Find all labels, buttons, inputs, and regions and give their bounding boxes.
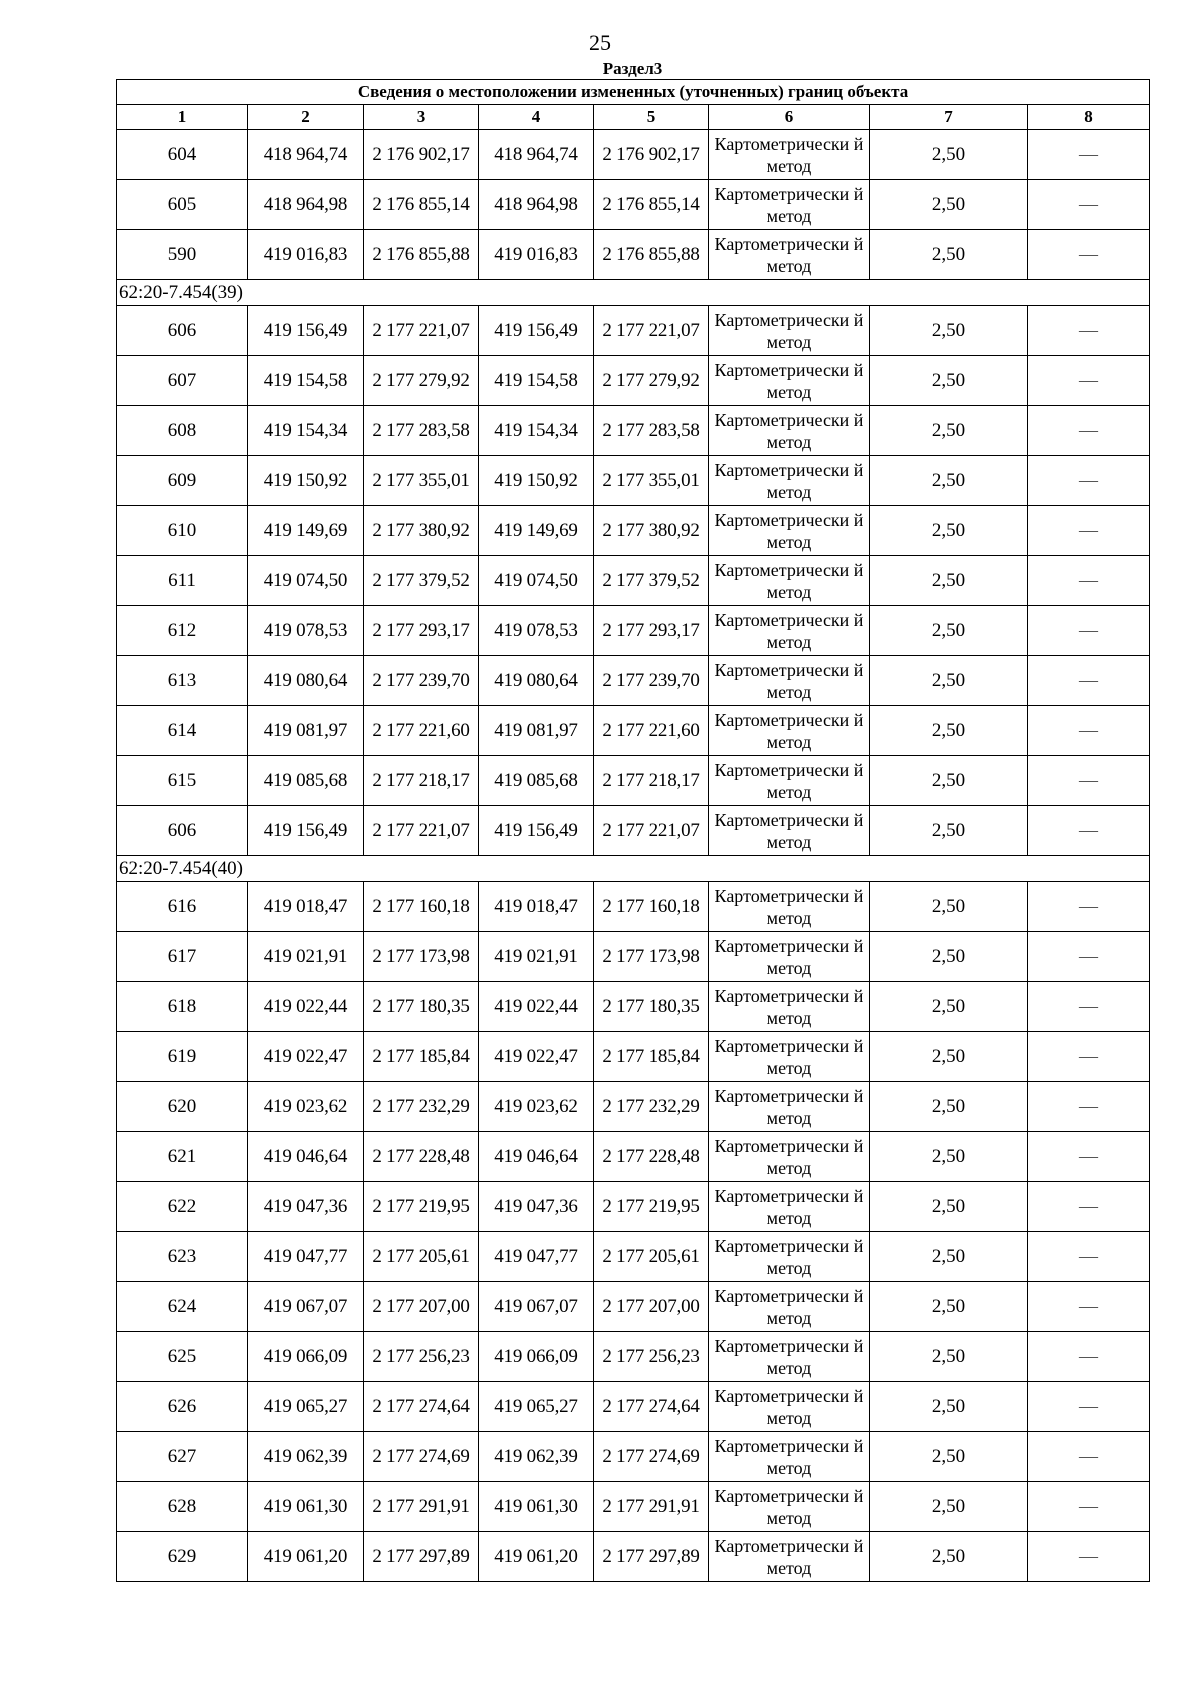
x-new-cell: 419 047,36 (479, 1182, 594, 1232)
y-existing-cell: 2 177 297,89 (364, 1532, 479, 1582)
accuracy-cell: 2,50 (870, 130, 1028, 180)
description-cell: — (1028, 1282, 1150, 1332)
y-new-cell: 2 177 379,52 (594, 556, 709, 606)
y-existing-cell: 2 177 160,18 (364, 882, 479, 932)
point-number-cell: 616 (117, 882, 248, 932)
y-existing-cell: 2 177 380,92 (364, 506, 479, 556)
point-number-cell: 629 (117, 1532, 248, 1582)
description-cell: — (1028, 1532, 1150, 1582)
y-existing-cell: 2 177 205,61 (364, 1232, 479, 1282)
point-number-cell: 611 (117, 556, 248, 606)
x-existing-cell: 419 022,44 (248, 982, 364, 1032)
description-cell: — (1028, 1082, 1150, 1132)
table-row (117, 130, 1150, 180)
y-new-cell: 2 177 160,18 (594, 882, 709, 932)
section-label: Раздел3 (602, 59, 663, 78)
x-existing-cell: 418 964,74 (248, 130, 364, 180)
point-number-cell: 622 (117, 1182, 248, 1232)
y-new-cell: 2 177 218,17 (594, 756, 709, 806)
column-number-2: 2 (248, 105, 364, 130)
column-number-3: 3 (364, 105, 479, 130)
description-cell: — (1028, 1132, 1150, 1182)
accuracy-cell: 2,50 (870, 1032, 1028, 1082)
description-cell: — (1028, 656, 1150, 706)
column-number-1: 1 (117, 105, 248, 130)
y-new-cell: 2 177 274,69 (594, 1432, 709, 1482)
x-new-cell: 419 022,47 (479, 1032, 594, 1082)
point-number-cell: 612 (117, 606, 248, 656)
accuracy-cell: 2,50 (870, 1282, 1028, 1332)
x-existing-cell: 419 061,30 (248, 1482, 364, 1532)
y-existing-cell: 2 176 855,88 (364, 230, 479, 280)
point-number-cell: 619 (117, 1032, 248, 1082)
x-new-cell: 418 964,98 (479, 180, 594, 230)
point-number-cell: 606 (117, 306, 248, 356)
column-number-8: 8 (1028, 105, 1150, 130)
y-existing-cell: 2 177 221,07 (364, 806, 479, 856)
point-number-cell: 626 (117, 1382, 248, 1432)
description-cell: — (1028, 230, 1150, 280)
table-row (117, 456, 1150, 506)
x-existing-cell: 419 046,64 (248, 1132, 364, 1182)
method-cell: Картометрически й метод (709, 230, 870, 280)
method-cell: Картометрически й метод (709, 932, 870, 982)
accuracy-cell: 2,50 (870, 406, 1028, 456)
x-existing-cell: 419 062,39 (248, 1432, 364, 1482)
method-cell: Картометрически й метод (709, 1232, 870, 1282)
description-cell: — (1028, 1382, 1150, 1432)
x-new-cell: 419 047,77 (479, 1232, 594, 1282)
table-row (117, 1182, 1150, 1232)
method-cell: Картометрически й метод (709, 506, 870, 556)
table-row (117, 180, 1150, 230)
column-number-row (117, 105, 1150, 130)
method-cell: Картометрически й метод (709, 356, 870, 406)
table-row (117, 656, 1150, 706)
method-cell: Картометрически й метод (709, 882, 870, 932)
boundary-coordinates-table (116, 79, 1150, 1582)
table-row (117, 706, 1150, 756)
description-cell: — (1028, 1232, 1150, 1282)
column-number-5: 5 (594, 105, 709, 130)
y-existing-cell: 2 177 232,29 (364, 1082, 479, 1132)
table-row (117, 1332, 1150, 1382)
point-number-cell: 610 (117, 506, 248, 556)
table-row (117, 606, 1150, 656)
method-cell: Картометрически й метод (709, 180, 870, 230)
point-number-cell: 628 (117, 1482, 248, 1532)
accuracy-cell: 2,50 (870, 1182, 1028, 1232)
accuracy-cell: 2,50 (870, 180, 1028, 230)
x-new-cell: 419 154,58 (479, 356, 594, 406)
accuracy-cell: 2,50 (870, 606, 1028, 656)
point-number-cell: 614 (117, 706, 248, 756)
x-new-cell: 419 023,62 (479, 1082, 594, 1132)
y-existing-cell: 2 177 218,17 (364, 756, 479, 806)
x-new-cell: 419 046,64 (479, 1132, 594, 1182)
y-new-cell: 2 177 232,29 (594, 1082, 709, 1132)
y-new-cell: 2 177 283,58 (594, 406, 709, 456)
method-cell: Картометрически й метод (709, 706, 870, 756)
method-cell: Картометрически й метод (709, 1182, 870, 1232)
x-existing-cell: 419 156,49 (248, 306, 364, 356)
table-row (117, 230, 1150, 280)
x-existing-cell: 419 016,83 (248, 230, 364, 280)
x-new-cell: 419 156,49 (479, 806, 594, 856)
x-new-cell: 419 066,09 (479, 1332, 594, 1382)
y-new-cell: 2 177 297,89 (594, 1532, 709, 1582)
table-row (117, 1382, 1150, 1432)
x-new-cell: 419 061,30 (479, 1482, 594, 1532)
table-row (117, 1232, 1150, 1282)
table-row (117, 306, 1150, 356)
description-cell: — (1028, 356, 1150, 406)
point-number-cell: 613 (117, 656, 248, 706)
x-new-cell: 419 085,68 (479, 756, 594, 806)
accuracy-cell: 2,50 (870, 306, 1028, 356)
y-new-cell: 2 177 291,91 (594, 1482, 709, 1532)
x-existing-cell: 419 021,91 (248, 932, 364, 982)
point-number-cell: 627 (117, 1432, 248, 1482)
group-row (117, 856, 1150, 882)
y-existing-cell: 2 177 239,70 (364, 656, 479, 706)
description-cell: — (1028, 506, 1150, 556)
x-existing-cell: 419 074,50 (248, 556, 364, 606)
x-new-cell: 419 154,34 (479, 406, 594, 456)
y-existing-cell: 2 177 185,84 (364, 1032, 479, 1082)
method-cell: Картометрически й метод (709, 1082, 870, 1132)
table-body (117, 130, 1150, 1582)
accuracy-cell: 2,50 (870, 556, 1028, 606)
table-row (117, 1532, 1150, 1582)
description-cell: — (1028, 130, 1150, 180)
x-existing-cell: 419 154,34 (248, 406, 364, 456)
y-existing-cell: 2 177 256,23 (364, 1332, 479, 1382)
y-new-cell: 2 177 221,07 (594, 306, 709, 356)
point-number-cell: 607 (117, 356, 248, 406)
y-existing-cell: 2 177 173,98 (364, 932, 479, 982)
accuracy-cell: 2,50 (870, 1132, 1028, 1182)
method-cell: Картометрически й метод (709, 1432, 870, 1482)
accuracy-cell: 2,50 (870, 356, 1028, 406)
table-row (117, 756, 1150, 806)
x-existing-cell: 419 065,27 (248, 1382, 364, 1432)
point-number-cell: 605 (117, 180, 248, 230)
point-number-cell: 625 (117, 1332, 248, 1382)
description-cell: — (1028, 306, 1150, 356)
method-cell: Картометрически й метод (709, 406, 870, 456)
method-cell: Картометрически й метод (709, 1532, 870, 1582)
x-new-cell: 418 964,74 (479, 130, 594, 180)
accuracy-cell: 2,50 (870, 1232, 1028, 1282)
y-new-cell: 2 177 207,00 (594, 1282, 709, 1332)
method-cell: Картометрически й метод (709, 656, 870, 706)
description-cell: — (1028, 556, 1150, 606)
description-cell: — (1028, 1182, 1150, 1232)
point-number-cell: 615 (117, 756, 248, 806)
description-cell: — (1028, 1432, 1150, 1482)
table-row (117, 982, 1150, 1032)
y-existing-cell: 2 177 291,91 (364, 1482, 479, 1532)
column-number-6: 6 (709, 105, 870, 130)
description-cell: — (1028, 180, 1150, 230)
table-row (117, 1432, 1150, 1482)
x-new-cell: 419 016,83 (479, 230, 594, 280)
table-row (117, 1082, 1150, 1132)
method-cell: Картометрически й метод (709, 1032, 870, 1082)
y-existing-cell: 2 177 219,95 (364, 1182, 479, 1232)
description-cell: — (1028, 1032, 1150, 1082)
x-existing-cell: 419 022,47 (248, 1032, 364, 1082)
x-existing-cell: 418 964,98 (248, 180, 364, 230)
accuracy-cell: 2,50 (870, 756, 1028, 806)
y-existing-cell: 2 177 293,17 (364, 606, 479, 656)
point-number-cell: 590 (117, 230, 248, 280)
x-existing-cell: 419 149,69 (248, 506, 364, 556)
description-cell: — (1028, 882, 1150, 932)
y-new-cell: 2 177 228,48 (594, 1132, 709, 1182)
y-existing-cell: 2 177 221,07 (364, 306, 479, 356)
y-existing-cell: 2 177 180,35 (364, 982, 479, 1032)
point-number-cell: 623 (117, 1232, 248, 1282)
document-sheet (116, 59, 1149, 1582)
table-row (117, 882, 1150, 932)
method-cell: Картометрически й метод (709, 130, 870, 180)
y-new-cell: 2 177 274,64 (594, 1382, 709, 1432)
column-number-4: 4 (479, 105, 594, 130)
page-number: 25 (589, 30, 611, 55)
x-new-cell: 419 081,97 (479, 706, 594, 756)
y-existing-cell: 2 176 855,14 (364, 180, 479, 230)
y-new-cell: 2 176 855,14 (594, 180, 709, 230)
description-cell: — (1028, 756, 1150, 806)
column-number-7: 7 (870, 105, 1028, 130)
y-new-cell: 2 177 239,70 (594, 656, 709, 706)
y-new-cell: 2 177 205,61 (594, 1232, 709, 1282)
accuracy-cell: 2,50 (870, 706, 1028, 756)
table-row (117, 1132, 1150, 1182)
accuracy-cell: 2,50 (870, 882, 1028, 932)
method-cell: Картометрически й метод (709, 1332, 870, 1382)
y-existing-cell: 2 177 279,92 (364, 356, 479, 406)
x-new-cell: 419 067,07 (479, 1282, 594, 1332)
x-existing-cell: 419 150,92 (248, 456, 364, 506)
method-cell: Картометрически й метод (709, 1482, 870, 1532)
y-existing-cell: 2 177 221,60 (364, 706, 479, 756)
x-existing-cell: 419 085,68 (248, 756, 364, 806)
table-row (117, 932, 1150, 982)
description-cell: — (1028, 406, 1150, 456)
table-row (117, 506, 1150, 556)
point-number-cell: 609 (117, 456, 248, 506)
x-existing-cell: 419 081,97 (248, 706, 364, 756)
point-number-cell: 608 (117, 406, 248, 456)
description-cell: — (1028, 806, 1150, 856)
y-new-cell: 2 176 855,88 (594, 230, 709, 280)
table-row (117, 1032, 1150, 1082)
point-number-cell: 618 (117, 982, 248, 1032)
y-new-cell: 2 177 380,92 (594, 506, 709, 556)
x-new-cell: 419 022,44 (479, 982, 594, 1032)
y-new-cell: 2 177 221,60 (594, 706, 709, 756)
accuracy-cell: 2,50 (870, 1532, 1028, 1582)
group-row (117, 280, 1150, 306)
description-cell: — (1028, 1332, 1150, 1382)
y-existing-cell: 2 177 207,00 (364, 1282, 479, 1332)
y-existing-cell: 2 176 902,17 (364, 130, 479, 180)
x-new-cell: 419 156,49 (479, 306, 594, 356)
point-number-cell: 617 (117, 932, 248, 982)
y-new-cell: 2 177 293,17 (594, 606, 709, 656)
method-cell: Картометрически й метод (709, 306, 870, 356)
description-cell: — (1028, 456, 1150, 506)
description-cell: — (1028, 606, 1150, 656)
method-cell: Картометрически й метод (709, 556, 870, 606)
accuracy-cell: 2,50 (870, 230, 1028, 280)
y-new-cell: 2 176 902,17 (594, 130, 709, 180)
accuracy-cell: 2,50 (870, 1382, 1028, 1432)
x-new-cell: 419 061,20 (479, 1532, 594, 1582)
group-label: 62:20-7.454(39) (117, 280, 1150, 306)
table-row (117, 1482, 1150, 1532)
x-existing-cell: 419 047,36 (248, 1182, 364, 1232)
x-new-cell: 419 074,50 (479, 556, 594, 606)
accuracy-cell: 2,50 (870, 932, 1028, 982)
y-new-cell: 2 177 256,23 (594, 1332, 709, 1382)
group-label: 62:20-7.454(40) (117, 856, 1150, 882)
y-new-cell: 2 177 355,01 (594, 456, 709, 506)
x-existing-cell: 419 080,64 (248, 656, 364, 706)
method-cell: Картометрически й метод (709, 606, 870, 656)
x-new-cell: 419 065,27 (479, 1382, 594, 1432)
y-new-cell: 2 177 173,98 (594, 932, 709, 982)
description-cell: — (1028, 1482, 1150, 1532)
table-row (117, 806, 1150, 856)
x-new-cell: 419 150,92 (479, 456, 594, 506)
y-existing-cell: 2 177 228,48 (364, 1132, 479, 1182)
x-new-cell: 419 149,69 (479, 506, 594, 556)
accuracy-cell: 2,50 (870, 806, 1028, 856)
method-cell: Картометрически й метод (709, 1132, 870, 1182)
method-cell: Картометрически й метод (709, 456, 870, 506)
method-cell: Картометрически й метод (709, 1382, 870, 1432)
method-cell: Картометрически й метод (709, 1282, 870, 1332)
accuracy-cell: 2,50 (870, 506, 1028, 556)
y-new-cell: 2 177 221,07 (594, 806, 709, 856)
x-existing-cell: 419 047,77 (248, 1232, 364, 1282)
x-new-cell: 419 021,91 (479, 932, 594, 982)
x-new-cell: 419 080,64 (479, 656, 594, 706)
accuracy-cell: 2,50 (870, 656, 1028, 706)
y-existing-cell: 2 177 274,69 (364, 1432, 479, 1482)
x-new-cell: 419 018,47 (479, 882, 594, 932)
table-row (117, 556, 1150, 606)
x-existing-cell: 419 156,49 (248, 806, 364, 856)
method-cell: Картометрически й метод (709, 982, 870, 1032)
accuracy-cell: 2,50 (870, 456, 1028, 506)
accuracy-cell: 2,50 (870, 1332, 1028, 1382)
x-existing-cell: 419 066,09 (248, 1332, 364, 1382)
table-row (117, 406, 1150, 456)
accuracy-cell: 2,50 (870, 1482, 1028, 1532)
description-cell: — (1028, 706, 1150, 756)
x-existing-cell: 419 154,58 (248, 356, 364, 406)
y-existing-cell: 2 177 355,01 (364, 456, 479, 506)
x-existing-cell: 419 061,20 (248, 1532, 364, 1582)
y-new-cell: 2 177 185,84 (594, 1032, 709, 1082)
accuracy-cell: 2,50 (870, 1432, 1028, 1482)
x-new-cell: 419 062,39 (479, 1432, 594, 1482)
x-existing-cell: 419 023,62 (248, 1082, 364, 1132)
point-number-cell: 624 (117, 1282, 248, 1332)
x-existing-cell: 419 018,47 (248, 882, 364, 932)
point-number-cell: 621 (117, 1132, 248, 1182)
accuracy-cell: 2,50 (870, 1082, 1028, 1132)
table-row (117, 356, 1150, 406)
accuracy-cell: 2,50 (870, 982, 1028, 1032)
y-existing-cell: 2 177 379,52 (364, 556, 479, 606)
point-number-cell: 620 (117, 1082, 248, 1132)
x-new-cell: 419 078,53 (479, 606, 594, 656)
y-new-cell: 2 177 219,95 (594, 1182, 709, 1232)
method-cell: Картометрически й метод (709, 806, 870, 856)
table-row (117, 1282, 1150, 1332)
x-existing-cell: 419 067,07 (248, 1282, 364, 1332)
point-number-cell: 604 (117, 130, 248, 180)
description-cell: — (1028, 982, 1150, 1032)
y-existing-cell: 2 177 283,58 (364, 406, 479, 456)
point-number-cell: 606 (117, 806, 248, 856)
y-new-cell: 2 177 279,92 (594, 356, 709, 406)
description-cell: — (1028, 932, 1150, 982)
method-cell: Картометрически й метод (709, 756, 870, 806)
y-new-cell: 2 177 180,35 (594, 982, 709, 1032)
y-existing-cell: 2 177 274,64 (364, 1382, 479, 1432)
table-title: Сведения о местоположении измененных (уточненных) границ объекта (117, 80, 1150, 105)
x-existing-cell: 419 078,53 (248, 606, 364, 656)
